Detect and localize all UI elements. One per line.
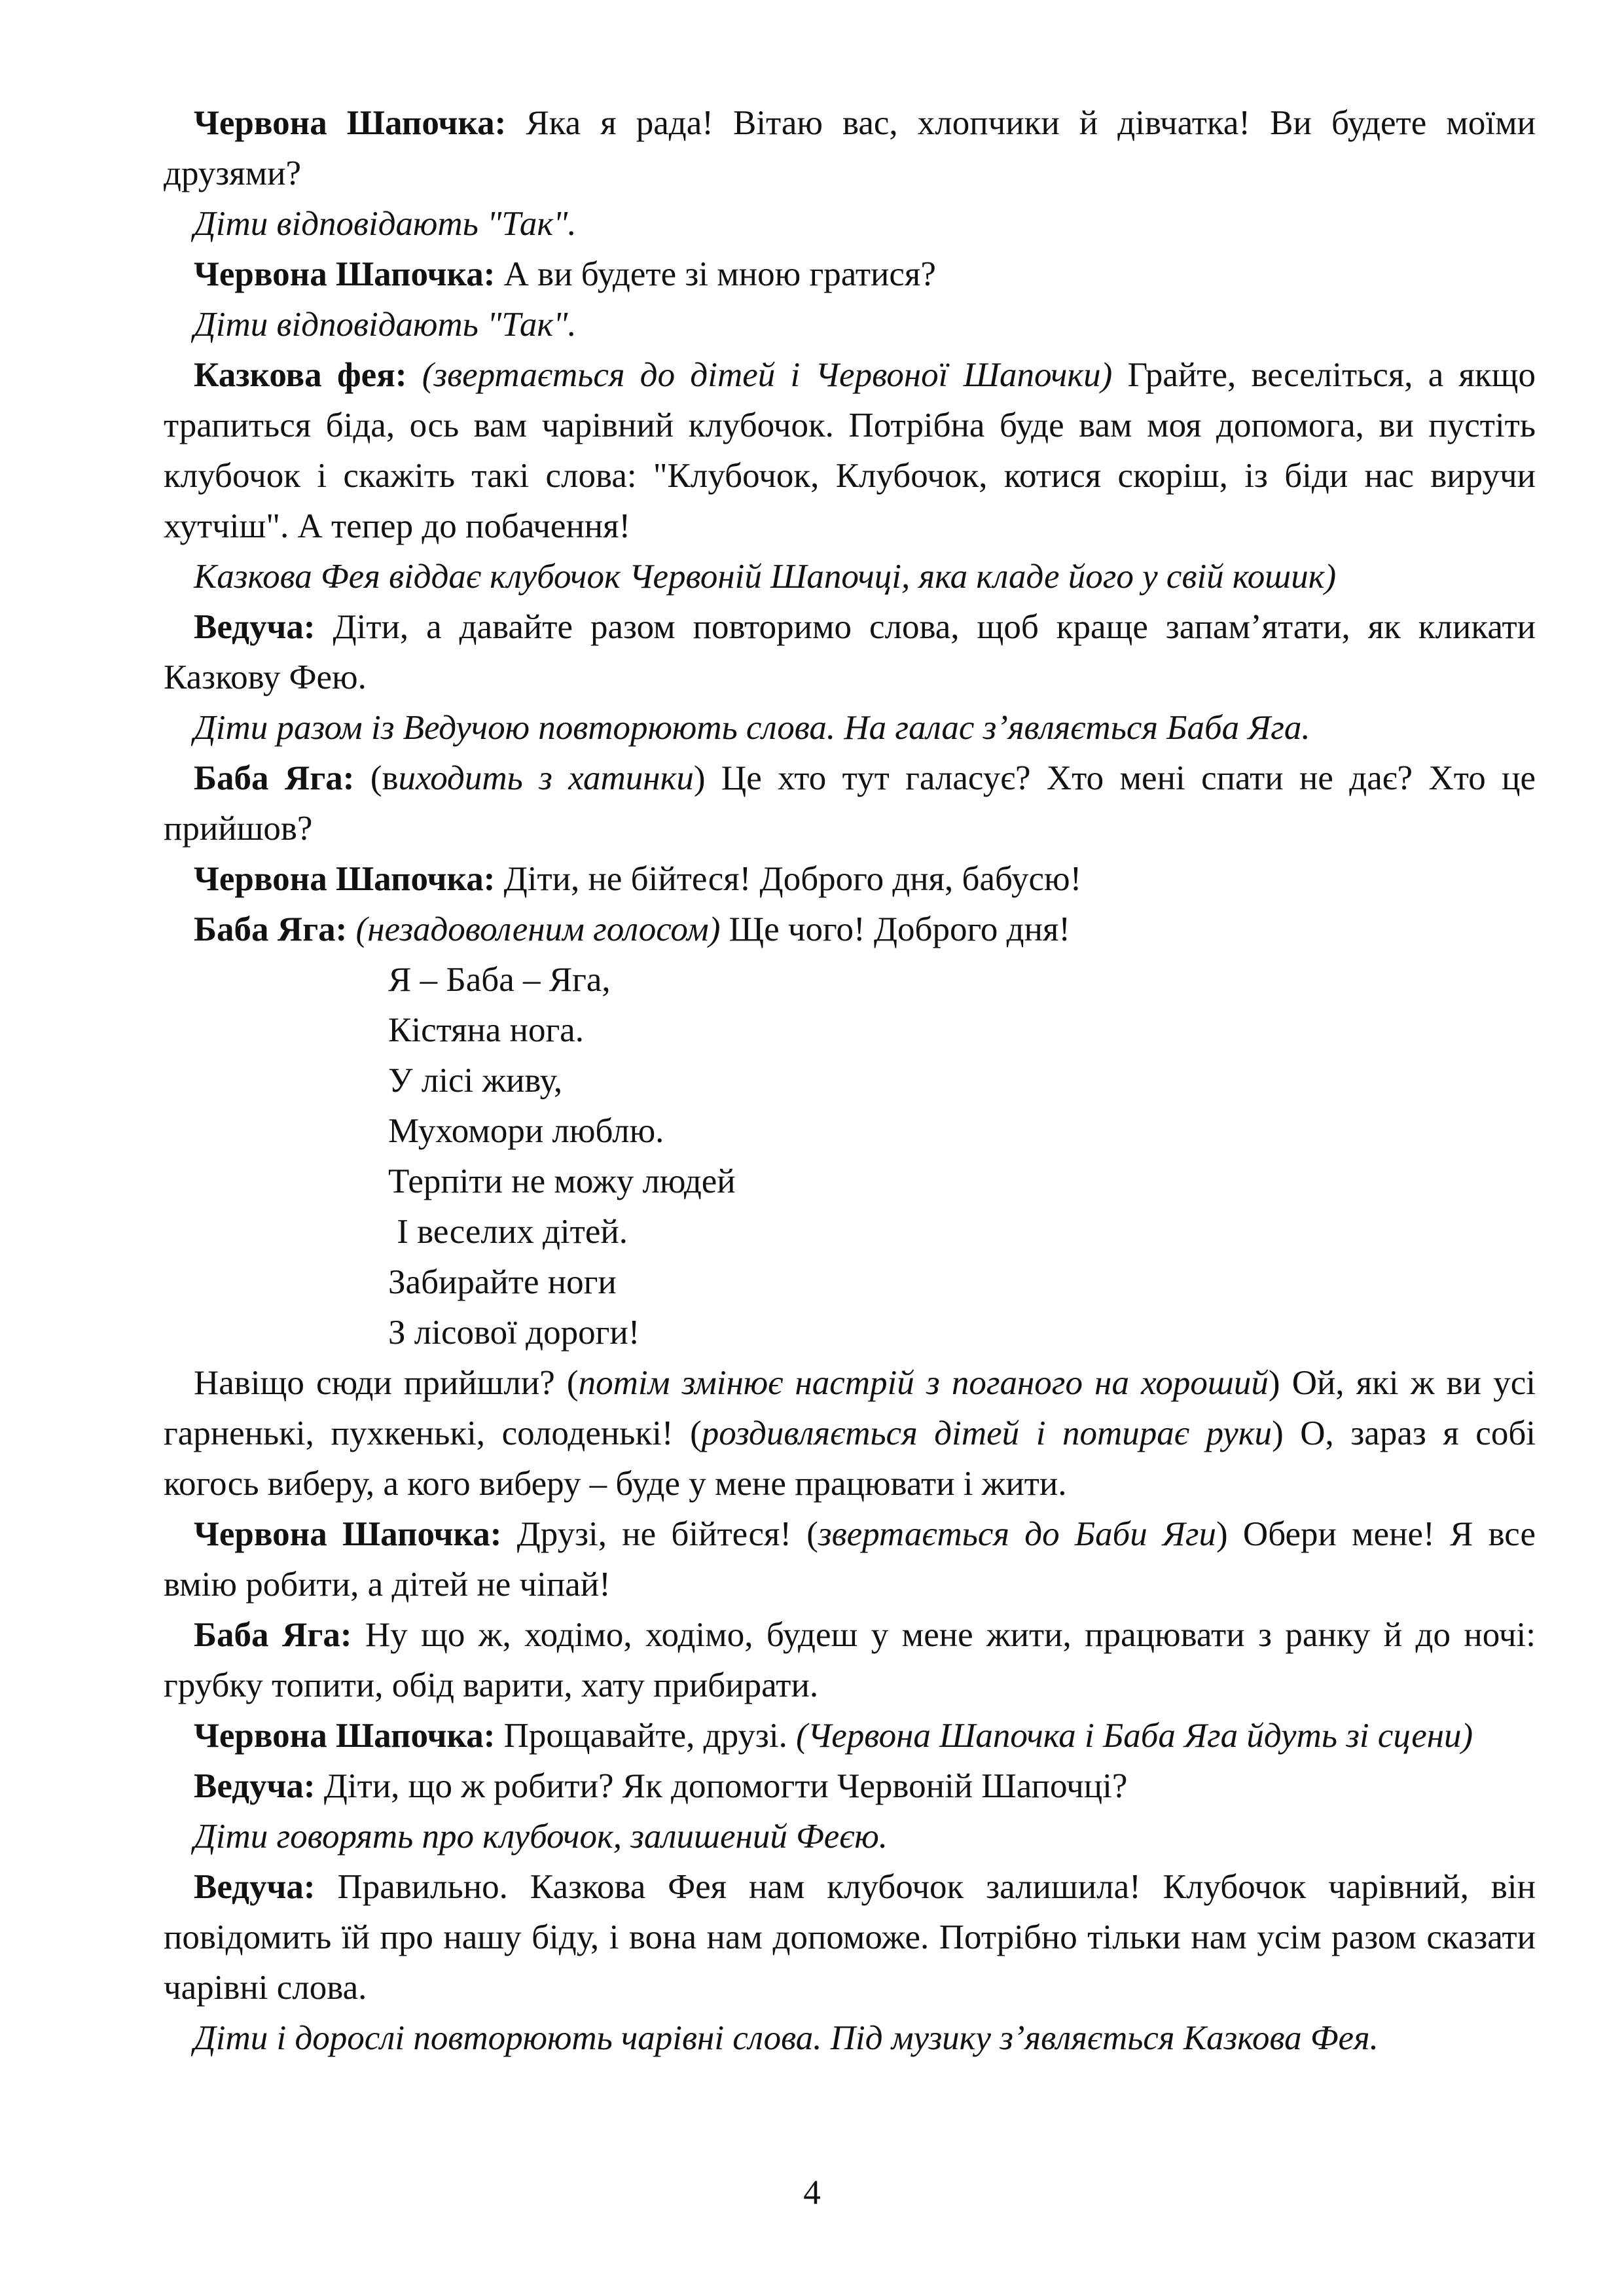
dialogue-text: Діти, не бійтеся! Доброго дня, бабусю! [495, 860, 1082, 898]
poem-line: Мухомори люблю. [388, 1112, 664, 1150]
dialogue-paragraph [164, 905, 1536, 955]
dialogue-text: Діти, що ж робити? Як допомогти Червоній Шапочці? [315, 1767, 1128, 1805]
dialogue-text: ) О, зараз я собі когось виберу, а кого виберу – буде у мене працювати і жити. [164, 1414, 1536, 1503]
speaker-name: Баба Яга: [194, 910, 348, 948]
dialogue-paragraph [164, 350, 1536, 552]
dialogue-paragraph [164, 1358, 1536, 1509]
dialogue-text: Ще чого! Доброго дня! [720, 910, 1070, 948]
dialogue-paragraph [164, 854, 1536, 905]
remark: звертається до Баби Яги [818, 1515, 1217, 1553]
stage-direction: Діти відповідають "Так". [194, 306, 577, 344]
speaker-name: Червона Шапочка: [194, 1717, 496, 1755]
speaker-name: Баба Яга: [194, 759, 355, 797]
dialogue-text: Грайте, веселіться, а якщо трапиться біда, ось вам чарівний клубочок. Потрібна буде вам моя допомога, ви пустіть клубочок і скажіть такі слова: "Клубочок, Клубочок, котися скоріш, із біди нас виручи хутчіш". А тепер до побачення! [164, 356, 1536, 545]
dialogue-text: Ну що ж, ходімо, ходімо, будеш у мене жити, працювати з ранку й до ночі: грубку топити, обід варити, хату прибирати. [164, 1616, 1536, 1704]
poem-line: Я – Баба – Яга, [388, 961, 611, 999]
dialogue-text: ) Це хто тут галасує? Хто мені спати не дає? Хто це прийшов? [164, 759, 1536, 848]
dialogue-paragraph [164, 602, 1536, 703]
speaker-name: Ведуча: [194, 608, 316, 646]
poem-line: І веселих дітей. [388, 1213, 628, 1251]
dialogue-text: ) Ой, які ж ви усі гарненькі, пухкенькі, солоденькі! ( [164, 1364, 1536, 1452]
stage-direction: Казкова Фея віддає клубочок Червоній Шапочці, яка кладе його у свій кошик) [194, 558, 1337, 596]
stage-direction: Діти і дорослі повторюють чарівні слова. Під музику з’являється Казкова Фея. [194, 2019, 1379, 2057]
dialogue-text: Правильно. Казкова Фея нам клубочок залишила! Клубочок чарівний, він повідомить їй про нашу біду, і вона нам допоможе. Потрібно тільки нам усім разом сказати чарівні слова. [164, 1868, 1536, 2007]
poem-line: З лісової дороги! [388, 1314, 640, 1352]
dialogue-text: Прощавайте, друзі. [495, 1717, 797, 1755]
remark: (звертається до дітей і Червоної Шапочки) [406, 356, 1113, 394]
poem-line: Забирайте ноги [388, 1263, 617, 1301]
poem-line: У лісі живу, [388, 1062, 563, 1100]
remark: иходить з хатинки [398, 759, 694, 797]
speaker-name: Червона Шапочка: [194, 1515, 502, 1553]
remark: (незадоволеним голосом) [347, 910, 721, 948]
stage-direction: Діти разом із Ведучою повторюють слова. На галас з’являється Баба Яга. [194, 709, 1310, 747]
dialogue-paragraph [164, 1711, 1536, 1761]
poem [388, 955, 1536, 1358]
dialogue-paragraph [164, 1610, 1536, 1711]
remark: (Червона Шапочка і Баба Яга йдуть зі сцени) [796, 1717, 1473, 1755]
dialogue-text: ) Обери мене! Я все вмію робити, а дітей не чіпай! [164, 1515, 1536, 1604]
dialogue-text: Яка я рада! Вітаю вас, хлопчики й дівчатка! Ви будете моїми друзями? [164, 104, 1536, 192]
speaker-name: Червона Шапочка: [194, 104, 507, 142]
speaker-name: Червона Шапочка: [194, 860, 496, 898]
dialogue-text: Друзі, не бійтеся! ( [501, 1515, 818, 1553]
remark: потім змінює настрій з поганого на хороший [578, 1364, 1269, 1402]
speaker-name: Червона Шапочка: [194, 255, 496, 293]
page-body [164, 98, 1536, 2064]
speaker-name: Баба Яга: [194, 1616, 352, 1654]
dialogue-paragraph [164, 1761, 1536, 1812]
remark: роздивляється дітей і потирає руки [701, 1414, 1272, 1452]
speaker-name: Ведуча: [194, 1767, 316, 1805]
dialogue-paragraph [164, 1509, 1536, 1610]
dialogue-text: Діти, а давайте разом повторимо слова, щоб краще запам’ятати, як кликати Казкову Фею. [164, 608, 1536, 696]
dialogue-paragraph [164, 1862, 1536, 2013]
dialogue-text: (в [354, 759, 399, 797]
dialogue-paragraph [164, 753, 1536, 854]
poem-line: Кістяна нога. [388, 1011, 584, 1049]
dialogue-paragraph [164, 98, 1536, 199]
poem-line: Терпіти не можу людей [388, 1162, 736, 1200]
speaker-name: Казкова фея: [194, 356, 407, 394]
dialogue-text: Навіщо сюди прийшли? ( [194, 1364, 579, 1402]
page-number: 4 [803, 2174, 821, 2212]
dialogue-text: А ви будете зі мною гратися? [495, 255, 936, 293]
stage-direction: Діти говорять про клубочок, залишений Феєю. [194, 1818, 888, 1856]
stage-direction: Діти відповідають "Так". [194, 205, 577, 243]
dialogue-paragraph [164, 249, 1536, 300]
speaker-name: Ведуча: [194, 1868, 316, 1906]
